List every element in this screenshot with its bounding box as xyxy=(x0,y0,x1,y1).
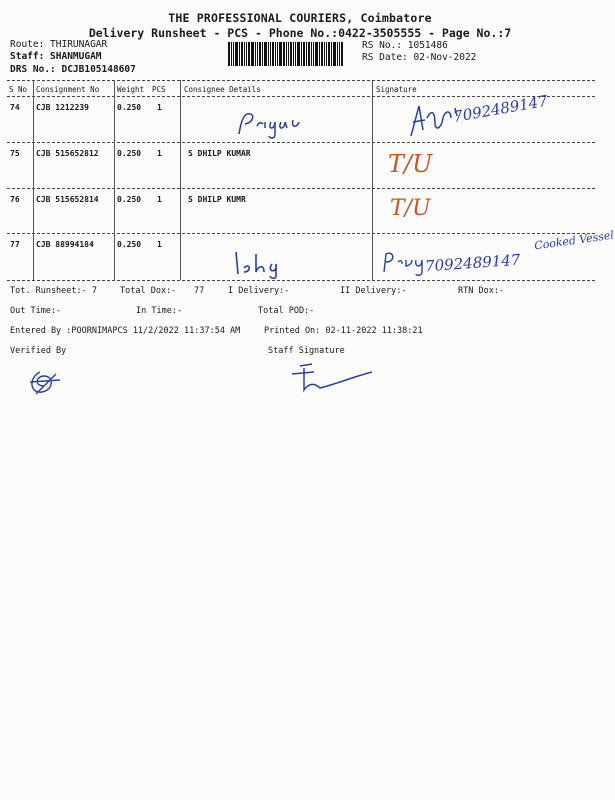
barcode-bar xyxy=(241,42,243,66)
row-pcs: 1 xyxy=(157,195,162,204)
entered-by: Entered By :POORNIMAPCS 11/2/2022 11:37:54 AM xyxy=(10,326,241,336)
barcode-bar xyxy=(239,42,240,66)
total-dox-value: 77 xyxy=(194,286,205,296)
row-consignment: CJB 515652814 xyxy=(36,195,99,204)
barcode-bar xyxy=(295,42,296,66)
barcode-bar xyxy=(331,42,332,66)
barcode-bar xyxy=(228,42,230,66)
row-consignee: S DHILP KUMAR xyxy=(188,149,251,158)
handwritten-name xyxy=(380,248,430,276)
row-weight: 0.250 xyxy=(117,195,142,204)
barcode-bar xyxy=(328,42,330,66)
barcode-bar xyxy=(270,42,271,66)
row-consignment: CJB 515652812 xyxy=(36,149,99,158)
barcode-bar xyxy=(259,42,261,66)
barcode-bar xyxy=(326,42,327,66)
rs-number: RS No.: 1051486 xyxy=(362,40,448,51)
rs-date: RS Date: 02-Nov-2022 xyxy=(362,52,477,63)
row-sno: 77 xyxy=(10,240,20,249)
verified-by-signature xyxy=(26,368,66,398)
verified-by-label: Verified By xyxy=(10,346,67,356)
column-header-sno: S No xyxy=(9,85,28,94)
barcode-bar xyxy=(279,42,282,66)
staff-signature-label: Staff Signature xyxy=(268,346,345,356)
barcode-bar xyxy=(272,42,274,66)
barcode-bar xyxy=(246,42,247,66)
barcode-bar xyxy=(244,42,245,66)
barcode-bar xyxy=(315,42,318,66)
out-time: Out Time:- xyxy=(10,306,62,316)
handwritten-consignee-name xyxy=(230,248,300,278)
barcode-bar xyxy=(337,42,338,66)
row-weight: 0.250 xyxy=(117,103,142,112)
column-header-consignment: Consignment No xyxy=(36,85,100,94)
document-subtitle: Delivery Runsheet - PCS - Phone No.:0422-3505555 - Page No.:7 xyxy=(88,26,512,40)
barcode-bar xyxy=(333,42,336,66)
barcode-bar xyxy=(231,42,232,66)
barcode-bar xyxy=(293,42,294,66)
in-time: In Time:- xyxy=(136,306,183,316)
barcode-bar xyxy=(306,42,307,66)
row-divider xyxy=(7,233,595,234)
row-consignment: CJB 1212239 xyxy=(36,103,89,112)
handwritten-phone: 7092489147 xyxy=(451,91,549,126)
barcode-bar xyxy=(308,42,310,66)
column-separator xyxy=(372,80,373,280)
route-label: Route: THIRUNAGAR xyxy=(10,39,108,50)
row-sno: 76 xyxy=(10,195,20,204)
barcode-bar xyxy=(255,42,256,66)
barcode-bar xyxy=(235,42,238,66)
table-bottom-rule xyxy=(7,280,595,281)
total-pod: Total POD:- xyxy=(258,306,315,316)
row-pcs: 1 xyxy=(157,240,162,249)
barcode-bar xyxy=(301,42,302,66)
handwritten-phone: 7092489147 xyxy=(424,250,521,276)
row-pcs: 1 xyxy=(157,149,162,158)
barcode-bar xyxy=(303,42,305,66)
printed-on: Printed On: 02-11-2022 11:38:21 xyxy=(264,326,423,336)
table-top-rule xyxy=(7,80,595,81)
i-delivery: I Delivery:- xyxy=(228,286,290,296)
row-consignee: S DHILP KUMR xyxy=(188,195,246,204)
barcode-bar xyxy=(311,42,312,66)
barcode xyxy=(228,42,356,66)
handwritten-tu-mark: T/U xyxy=(390,196,431,221)
barcode-bar xyxy=(275,42,276,66)
column-separator xyxy=(114,80,115,280)
column-separator xyxy=(180,80,181,280)
total-runsheet: Tot. Runsheet:- 7 xyxy=(10,286,97,296)
row-pcs: 1 xyxy=(157,103,162,112)
handwritten-tu-mark: T/U xyxy=(388,150,433,178)
total-dox-label: Total Dox:- xyxy=(120,286,177,296)
barcode-bar xyxy=(324,42,325,66)
row-divider xyxy=(7,142,595,143)
barcode-bar xyxy=(257,42,258,66)
column-header-signature: Signature xyxy=(376,85,417,94)
barcode-bar xyxy=(264,42,267,66)
barcode-bar xyxy=(321,42,323,66)
barcode-bar xyxy=(277,42,278,66)
barcode-bar xyxy=(339,42,340,66)
barcode-bar xyxy=(297,42,300,66)
table-header-rule xyxy=(7,96,595,97)
column-header-weight: Weight xyxy=(117,85,145,94)
row-divider xyxy=(7,188,595,189)
column-separator xyxy=(33,80,34,280)
column-header-consignee: Consignee Details xyxy=(184,85,261,94)
barcode-bar xyxy=(313,42,314,66)
barcode-bar xyxy=(286,42,287,66)
handwritten-note: Cooked Vessel xyxy=(533,228,615,253)
barcode-bar xyxy=(233,42,234,66)
rtn-dox: RTN Dox:- xyxy=(458,286,505,296)
column-header-pcs: PCS xyxy=(152,85,166,94)
barcode-bar xyxy=(262,42,263,66)
ii-delivery: II Delivery:- xyxy=(340,286,407,296)
row-consignment: CJB 88994184 xyxy=(36,240,94,249)
barcode-bar xyxy=(288,42,289,66)
barcode-bar xyxy=(341,42,343,66)
document-title: THE PROFESSIONAL COURIERS, Coimbatore xyxy=(168,11,432,25)
staff-signature xyxy=(286,360,382,396)
barcode-bar xyxy=(319,42,320,66)
barcode-bar xyxy=(268,42,269,66)
drs-number: DRS No.: DCJB105148607 xyxy=(10,64,136,75)
barcode-bar xyxy=(248,42,250,66)
barcode-bar xyxy=(290,42,292,66)
row-weight: 0.250 xyxy=(117,240,142,249)
barcode-bar xyxy=(283,42,285,66)
staff-label: Staff: SHANMUGAM xyxy=(10,51,102,62)
handwritten-consignee-name xyxy=(235,108,315,138)
row-sno: 74 xyxy=(10,103,20,112)
row-sno: 75 xyxy=(10,149,20,158)
barcode-bar xyxy=(251,42,254,66)
row-weight: 0.250 xyxy=(117,149,142,158)
